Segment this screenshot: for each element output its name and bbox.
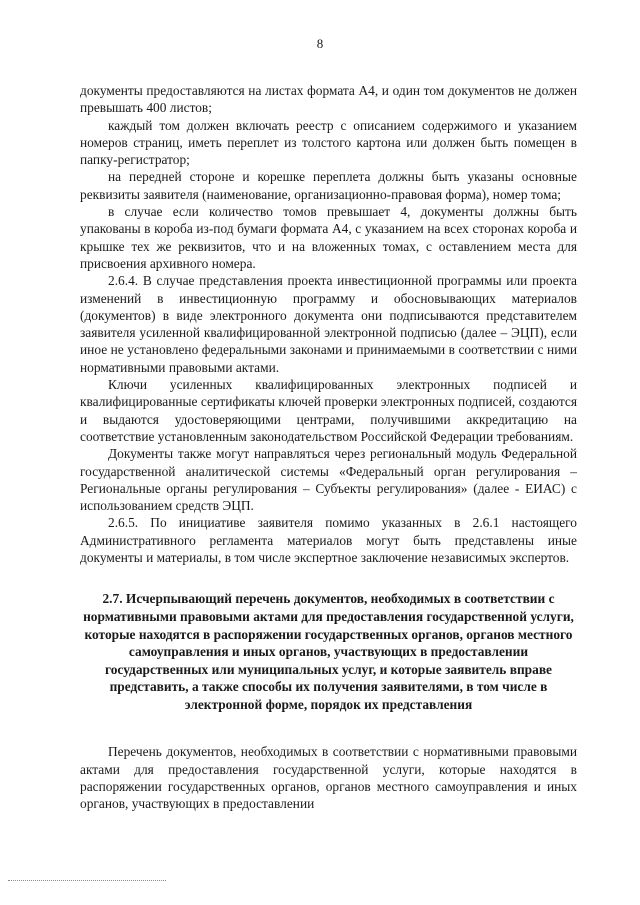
paragraph: документы предоставляются на листах формата А4, и один том документов не должен превышать 400 листов; [80, 83, 577, 116]
paragraph: 2.6.4. В случае представления проекта инвестиционной программы или проекта изменений в инвестиционную программу и обосновывающих материалов (документов) в виде электронного документа они подписываются представителем заявителя усиленной квалифицированной электронной подписью (далее – ЭЦП), если иное не установлено федеральными законами и принимаемыми в соответствии с ними нормативными правовыми актами. [80, 273, 577, 375]
paragraph: Перечень документов, необходимых в соответствии с нормативными правовыми актами для предоставления государственной услуги, которые находятся в распоряжении государственных органов, органов местного самоуправления и иных органов, участвующих в предоставлении [80, 744, 577, 812]
paragraph: Ключи усиленных квалифицированных электронных подписей и квалифицированные сертификаты ключей проверки электронных подписей, создаются и выдаются удостоверяющими центрами, получившими аккредитацию на соответствие установленным законодательством Российской Федерации требованиям. [80, 377, 577, 444]
page-number: 8 [316, 36, 324, 51]
section-heading: 2.7. Исчерпывающий перечень документов, необходимых в соответствии с нормативными правовыми актами для предоставления государственной услуги, которые находятся в распоряжении государственных органов, органов местного самоуправления и иных органов, участвующих в предоставлении государственных или муниципальных услуг, и которые заявитель вправе представить, а также способы их получения заявителями, в том числе в электронной форме, порядок их представления [83, 591, 574, 712]
paragraph: 2.6.5. По инициативе заявителя помимо указанных в 2.6.1 настоящего Административного регламента материалов могут быть представлены иные документы и материалы, в том числе экспертное заключение независимых экспертов. [80, 515, 577, 566]
footer-rule [8, 880, 166, 881]
paragraph: на передней стороне и корешке переплета должны быть указаны основные реквизиты заявителя (наименование, организационно-правовая форма), номер тома; [80, 169, 577, 202]
paragraph: в случае если количество томов превышает 4, документы должны быть упакованы в короба из-под бумаги формата А4, с указанием на всех сторонах короба и крышке тех же реквизитов, что и на вложенных томах, с оставлением места для присвоения архивного номера. [80, 204, 577, 271]
paragraph: каждый том должен включать реестр с описанием содержимого и указанием номеров страниц, иметь переплет из толстого картона или должен быть помещен в папку-регистратор; [80, 117, 577, 168]
document-body [80, 82, 577, 813]
paragraph: Документы также могут направляться через региональный модуль Федеральной государственной аналитической системы «Федеральный орган регулирования – Региональные органы регулирования – Субъекты регулирования» (далее - ЕИАС) с использованием средств ЭЦП. [80, 446, 577, 514]
